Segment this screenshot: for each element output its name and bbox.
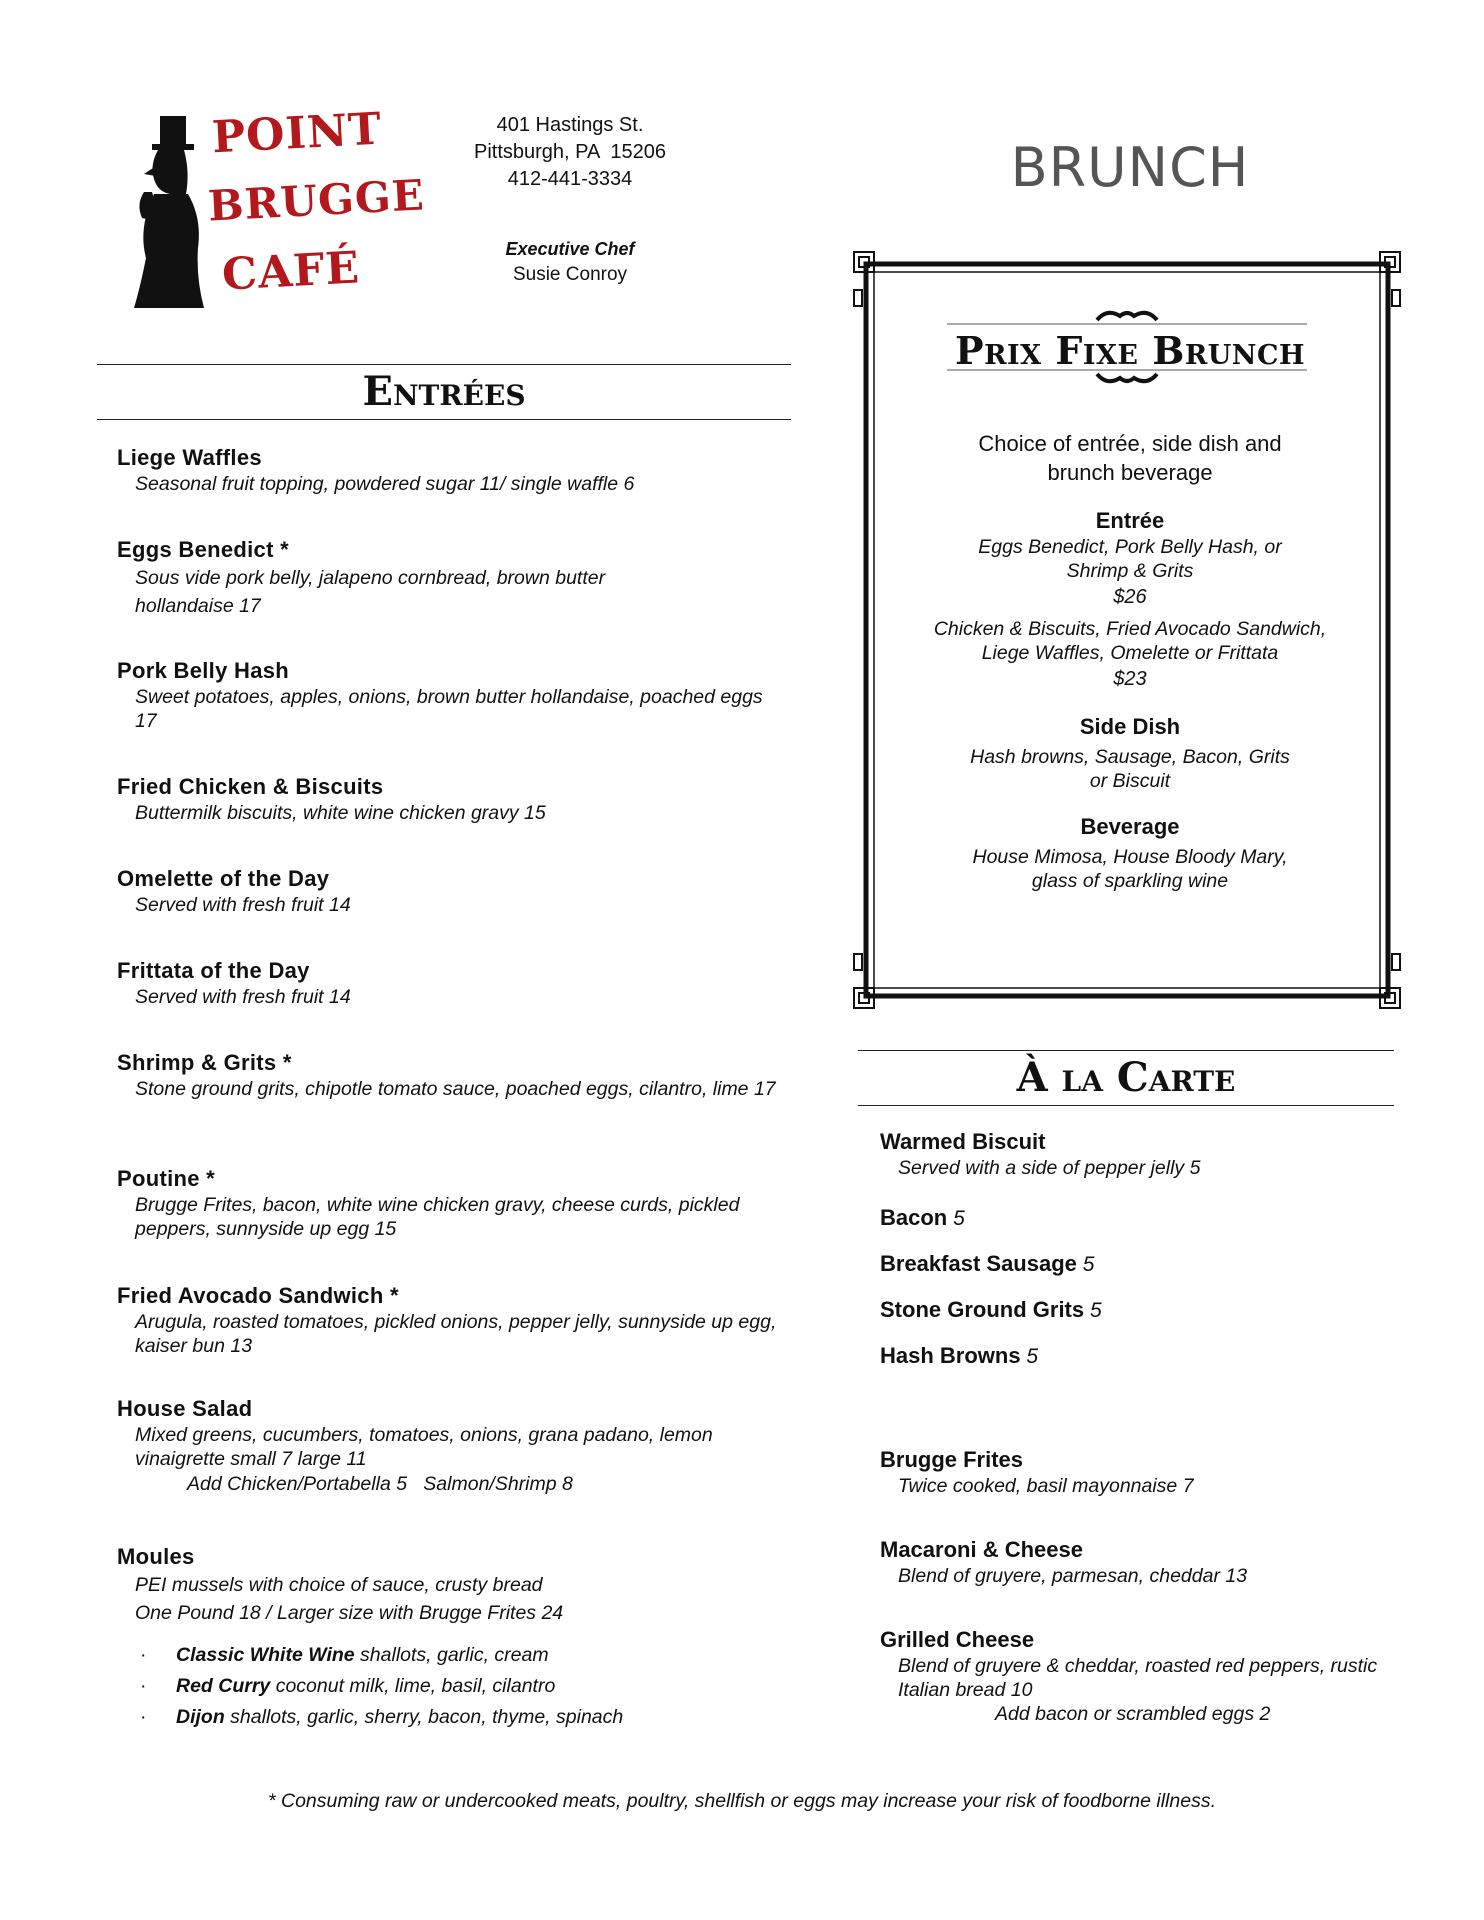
item-name: Macaroni & Cheese <box>880 1537 1083 1562</box>
chef-title: Executive Chef <box>505 239 635 259</box>
menu-item <box>880 1536 1400 1588</box>
prix-fixe-box <box>870 312 1390 893</box>
item-addon: Add bacon or scrambled eggs 2 <box>995 1703 1271 1725</box>
menu-item <box>117 1395 777 1497</box>
cafe-logo <box>130 103 426 313</box>
prix-fixe-price-2: $23 <box>1113 668 1147 690</box>
sauce-desc: shallots, garlic, sherry, bacon, thyme, spinach <box>224 1706 624 1728</box>
menu-item <box>117 657 777 733</box>
item-name: Hash Browns <box>880 1343 1021 1368</box>
item-desc: Blend of gruyere & cheddar, roasted red peppers, rustic Italian bread 10 <box>898 1655 1378 1701</box>
item-desc: Served with a side of pepper jelly 5 <box>898 1157 1201 1179</box>
item-name: Bacon <box>880 1205 948 1230</box>
menu-item <box>117 957 797 1009</box>
item-name: Warmed Biscuit <box>880 1129 1046 1154</box>
item-name: Frittata of the Day <box>117 958 310 983</box>
prix-fixe-side-heading: Side Dish <box>1079 714 1181 739</box>
prix-fixe-title: Prix Fixe Brunch <box>955 328 1305 373</box>
item-name: Stone Ground Grits <box>880 1297 1085 1322</box>
entrees-heading: Entrées <box>97 364 791 420</box>
item-name: Breakfast Sausage <box>880 1251 1077 1276</box>
item-price: 5 <box>1084 1299 1102 1322</box>
item-desc: PEI mussels with choice of sauce, crusty bread <box>135 1574 543 1596</box>
item-name: Poutine * <box>117 1166 216 1191</box>
prix-fixe-intro: Choice of entrée, side dish and brunch beverage <box>978 431 1282 485</box>
item-price: 5 <box>1020 1345 1039 1368</box>
prix-fixe-beverage-heading: Beverage <box>1080 814 1180 839</box>
prix-fixe-entree-group-2: Chicken & Biscuits, Fried Avocado Sandwich, Liege Waffles, Omelette or Frittata <box>933 618 1327 664</box>
menu-item <box>880 1128 1400 1180</box>
item-name: Liege Waffles <box>117 445 262 470</box>
bullet-icon: · <box>140 1644 147 1666</box>
logo-word-cafe: CAFÉ <box>220 242 362 301</box>
menu-item <box>117 1543 797 1627</box>
logo-word-brugge: BRUGGE <box>206 170 426 231</box>
sauce-desc: shallots, garlic, cream <box>354 1644 549 1666</box>
item-desc: Blend of gruyere, parmesan, cheddar 13 <box>898 1565 1248 1587</box>
menu-item <box>117 536 677 620</box>
prix-fixe-side-items: Hash browns, Sausage, Bacon, Grits or Biscuit <box>970 746 1290 792</box>
phone-number: 412-441-3334 <box>507 168 633 190</box>
menu-item <box>880 1296 1400 1325</box>
list-item <box>140 1671 760 1702</box>
chef-block <box>420 236 720 288</box>
item-desc: Brugge Frites, bacon, white wine chicken gravy, cheese curds, pickled peppers, sunnyside up egg 15 <box>135 1194 740 1240</box>
menu-item <box>117 865 797 917</box>
item-name: Omelette of the Day <box>117 866 330 891</box>
item-desc: Stone ground grits, chipotle tomato sauce, poached eggs, cilantro, lime 17 <box>135 1078 776 1100</box>
sauce-name: Classic White Wine <box>176 1644 355 1666</box>
item-desc: Sweet potatoes, apples, onions, brown butter hollandaise, poached eggs 17 <box>135 686 763 732</box>
item-name: Moules <box>117 1544 195 1569</box>
page-title: BRUNCH <box>1010 136 1250 199</box>
bullet-icon: · <box>140 1706 147 1728</box>
item-price: 5 <box>947 1207 965 1230</box>
bullet-icon: · <box>140 1675 147 1697</box>
list-item <box>140 1702 760 1733</box>
prix-fixe-price-1: $26 <box>1113 586 1147 608</box>
menu-item <box>117 1282 797 1358</box>
prix-fixe-beverage-items: House Mimosa, House Bloody Mary, glass of sparkling wine <box>972 846 1288 892</box>
logo-word-point: POINT <box>210 103 384 164</box>
item-name: Eggs Benedict * <box>117 537 289 562</box>
item-name: Grilled Cheese <box>880 1627 1035 1652</box>
sauce-name: Red Curry <box>176 1675 271 1697</box>
item-desc: Sous vide pork belly, jalapeno cornbread, brown butter hollandaise 17 <box>135 567 606 617</box>
item-name: Brugge Frites <box>880 1447 1024 1472</box>
item-desc: Twice cooked, basil mayonnaise 7 <box>898 1475 1194 1497</box>
menu-item <box>880 1204 1400 1233</box>
item-desc: Served with fresh fruit 14 <box>135 986 351 1008</box>
sauce-desc: coconut milk, lime, basil, cilantro <box>270 1675 556 1697</box>
menu-item <box>117 1049 787 1101</box>
item-name: Shrimp & Grits * <box>117 1050 292 1075</box>
city-state-zip: Pittsburgh, PA 15206 <box>474 141 666 163</box>
item-name: Fried Avocado Sandwich * <box>117 1283 399 1308</box>
menu-item <box>117 773 797 825</box>
prix-fixe-entree-heading: Entrée <box>1095 508 1165 533</box>
health-disclaimer: * Consuming raw or undercooked meats, poultry, shellfish or eggs may increase your risk of foodborne illness. <box>267 1790 1216 1812</box>
sauce-list <box>140 1640 760 1733</box>
chef-name: Susie Conroy <box>512 264 628 285</box>
item-price: 5 <box>1076 1253 1095 1276</box>
menu-item <box>880 1626 1380 1726</box>
prix-fixe-entree-group-1: Eggs Benedict, Pork Belly Hash, or Shrimp & Grits <box>978 536 1282 582</box>
item-name: House Salad <box>117 1396 253 1421</box>
item-name: Fried Chicken & Biscuits <box>117 774 384 799</box>
item-addon: Add Chicken/Portabella 5 Salmon/Shrimp 8 <box>187 1473 573 1495</box>
item-desc: Seasonal fruit topping, powdered sugar 11/ single waffle 6 <box>135 473 635 495</box>
menu-item <box>880 1250 1400 1279</box>
a-la-carte-heading: À la Carte <box>858 1050 1394 1106</box>
menu-item <box>880 1342 1400 1371</box>
item-desc: Served with fresh fruit 14 <box>135 894 351 916</box>
address-block <box>420 112 720 193</box>
street-address: 401 Hastings St. <box>496 114 644 136</box>
item-desc: Arugula, roasted tomatoes, pickled onions, pepper jelly, sunnyside up egg, kaiser bun 13 <box>135 1311 777 1357</box>
item-name: Pork Belly Hash <box>117 658 290 683</box>
item-desc: Mixed greens, cucumbers, tomatoes, onions, grana padano, lemon vinaigrette small 7 large 11 <box>135 1424 713 1470</box>
sauce-name: Dijon <box>176 1706 225 1728</box>
item-desc: Buttermilk biscuits, white wine chicken gravy 15 <box>135 802 546 824</box>
menu-item <box>117 444 797 496</box>
menu-item <box>117 1165 797 1241</box>
menu-item <box>880 1446 1400 1498</box>
item-price-options: One Pound 18 / Larger size with Brugge Frites 24 <box>135 1602 564 1624</box>
list-item <box>140 1640 760 1671</box>
silhouette-figure-icon <box>130 108 210 313</box>
